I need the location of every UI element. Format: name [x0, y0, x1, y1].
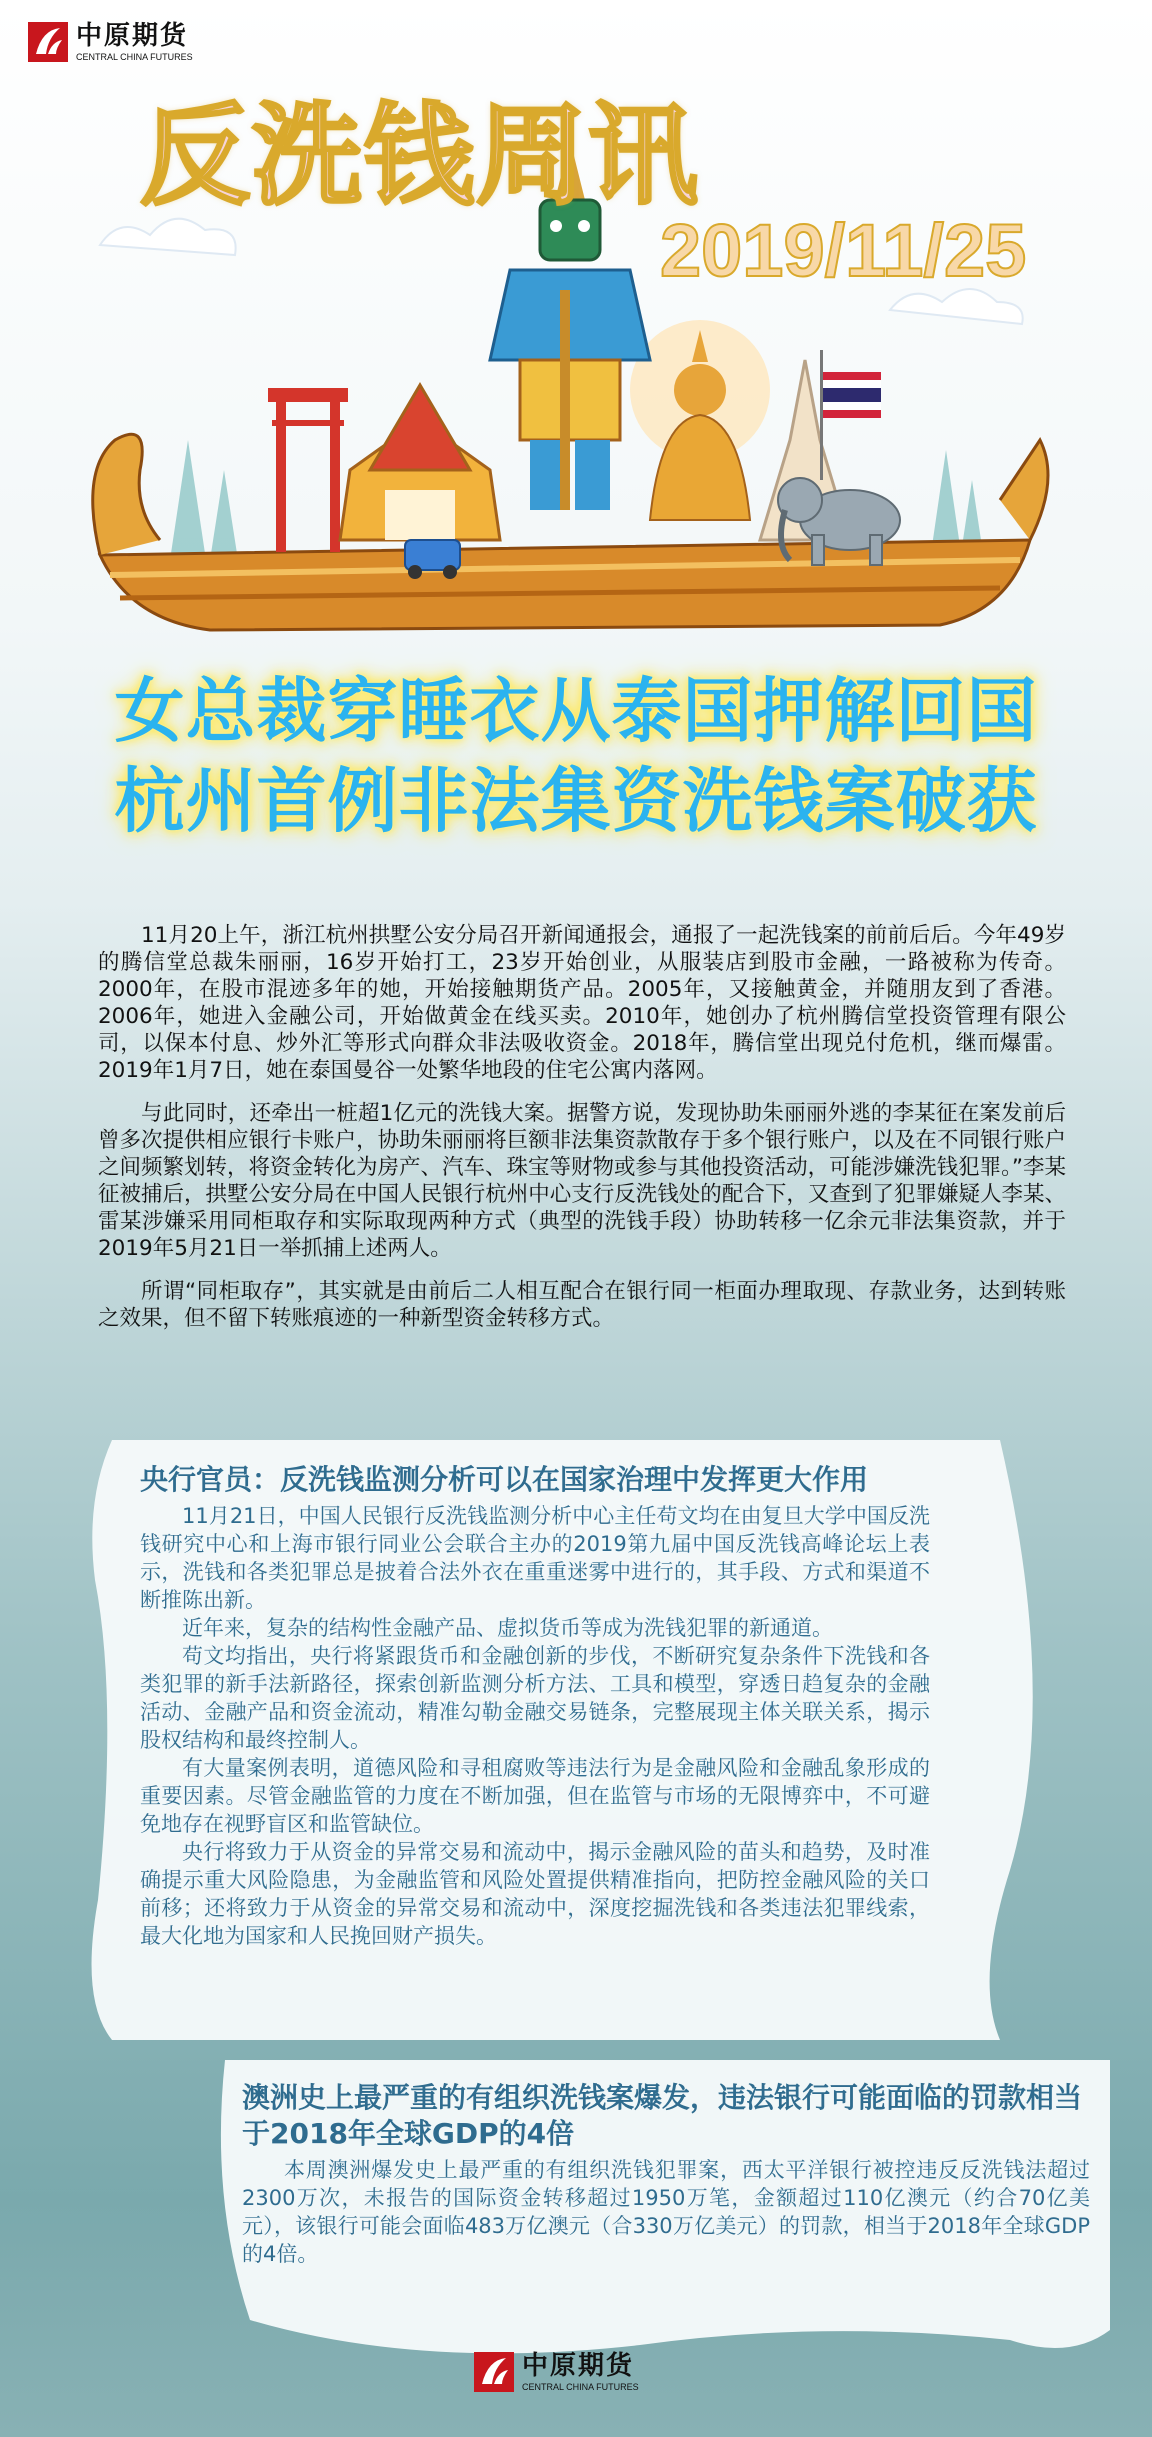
section-central-bank [140, 1462, 930, 1950]
brand-name-cn: 中原期货 [76, 20, 189, 51]
main-article [98, 922, 1066, 1348]
section-paragraph: 有大量案例表明，道德风险和寻租腐败等违法行为是金融风险和金融乱象形成的重要因素。尽管金融监管的力度在不断加强，但在监管与市场的无限博弈中，不可避免地存在视野盲区和监管缺位。 [140, 1756, 930, 1836]
brand-logo [28, 22, 193, 62]
thailand-flag [820, 350, 881, 480]
brand-name-en: CENTRAL CHINA FUTURES [76, 51, 193, 62]
brand-name-en: CENTRAL CHINA FUTURES [522, 2381, 639, 2392]
section-paragraph: 苟文均指出，央行将紧跟货币和金融创新的步伐，不断研究复杂条件下洗钱和各类犯罪的新手法新路径，探索创新监测分析方法、工具和模型，穿透日趋复杂的金融活动、金融产品和资金流动，精准勾勒金融交易链条，完整展现主体关联关系，揭示股权结构和最终控制人。 [140, 1644, 930, 1752]
article-paragraph: 与此同时，还牵出一桩超1亿元的洗钱大案。据警方说，发现协助朱丽丽外逃的李某征在案发前后曾多次提供相应银行卡账户，协助朱丽丽将巨额非法集资款散存于多个银行账户，以及在不同银行账户之间频繁划转，将资金转化为房产、汽车、珠宝等财物或参与其他投资活动，可能涉嫌洗钱犯罪。”李某征被捕后，拱墅公安分局在中国人民银行杭州中心支行反洗钱处的配合下，又查到了犯罪嫌疑人李某、雷某涉嫌采用同柜取存和实际取现两种方式（典型的洗钱手段）协助转移一亿余元非法集资款，并于2019年5月21日一举抓捕上述两人。 [98, 1101, 1066, 1261]
brand-logo-icon [474, 2352, 514, 2392]
section-australia [242, 2080, 1090, 2268]
section-body [242, 2156, 1090, 2268]
article-paragraph: 11月20上午，浙江杭州拱墅公安分局召开新闻通报会，通报了一起洗钱案的前前后后。今年49岁的腾信堂总裁朱丽丽，16岁开始打工，23岁开始创业，从服装店到股市金融，一路被称为传奇。2000年，在股市混迹多年的她，开始接触期货产品。2005年，又接触黄金，并随朋友到了香港。2006年，她进入金融公司，开始做黄金在线买卖。2010年，她创办了杭州腾信堂投资管理有限公司，以保本付息、炒外汇等形式向群众非法吸收资金。2018年，腾信堂出现兑付危机，继而爆雷。2019年1月7日，她在泰国曼谷一处繁华地段的住宅公寓内落网。 [98, 923, 1066, 1083]
brand-name-cn: 中原期货 [522, 2350, 635, 2381]
section-paragraph: 近年来，复杂的结构性金融产品、虚拟货币等成为洗钱犯罪的新通道。 [182, 1616, 833, 1640]
section-paragraph: 本周澳洲爆发史上最严重的有组织洗钱犯罪案，西太平洋银行被控违反反洗钱法超过2300万次，未报告的国际资金转移超过1950万笔，金额超过110亿澳元（约合70亿美元），该银行可能会面临483万亿澳元（合330万亿美元）的罚款，相当于2018年全球GDP的4倍。 [242, 2158, 1090, 2266]
headline-line-2: 杭州首例非法集资洗钱案破获 [114, 760, 1038, 842]
section-title: 央行官员：反洗钱监测分析可以在国家治理中发挥更大作用 [140, 1463, 869, 1496]
newsletter-title: 反洗钱周讯 [140, 92, 700, 220]
headline-line-1: 女总裁穿睡衣从泰国押解回国 [114, 670, 1038, 752]
section-title: 澳洲史上最严重的有组织洗钱案爆发，违法银行可能面临的罚款相当于2018年全球GDP的4倍 [242, 2081, 1083, 2150]
newsletter-date: 2019/11/25 [660, 209, 1027, 292]
footer-brand-logo [474, 2352, 639, 2392]
section-paragraph: 央行将致力于从资金的异常交易和流动中，揭示金融风险的苗头和趋势，及时准确提示重大风险隐患，为金融监管和风险处置提供精准指向，把防控金融风险的关口前移；还将致力于从资金的异常交易和流动中，深度挖掘洗钱和各类违法犯罪线索，最大化地为国家和人民挽回财产损失。 [140, 1840, 930, 1948]
article-paragraph: 所谓“同柜取存”，其实就是由前后二人相互配合在银行同一柜面办理取现、存款业务，达到转账之效果，但不留下转账痕迹的一种新型资金转移方式。 [98, 1279, 1066, 1331]
brand-logo-icon [28, 22, 68, 62]
section-paragraph: 11月21日，中国人民银行反洗钱监测分析中心主任苟文均在由复旦大学中国反洗钱研究中心和上海市银行同业公会联合主办的2019第九届中国反洗钱高峰论坛上表示，洗钱和各类犯罪总是披着合法外衣在重重迷雾中进行的，其手段、方式和渠道不断推陈出新。 [140, 1504, 930, 1612]
cloud-right [890, 289, 1023, 324]
section-body [140, 1502, 930, 1950]
